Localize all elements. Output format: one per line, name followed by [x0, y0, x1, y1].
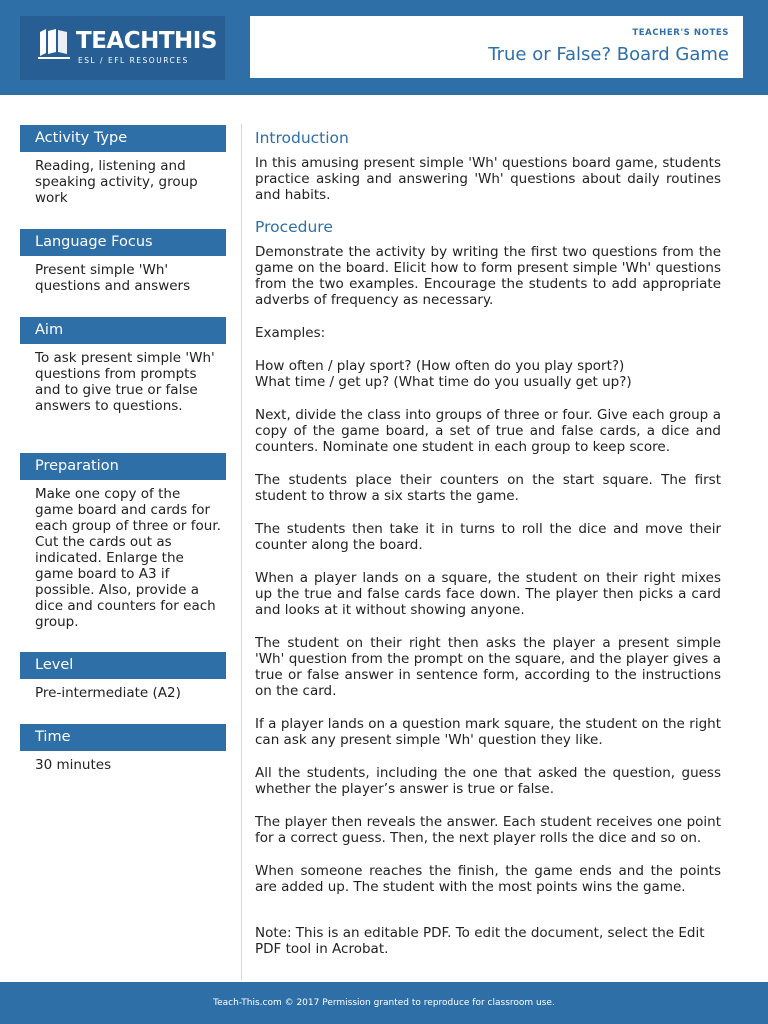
procedure-paragraph: The students then take it in turns to roll the dice and move their counter along the board. — [255, 521, 721, 553]
procedure-paragraph: When a player lands on a square, the student on their right mixes up the true and false cards face down. The player then picks a card and looks at it without showing anyone. — [255, 570, 721, 618]
sidebar-body: Make one copy of the game board and cards for each group of three or four. Cut the cards out as indicated. Enlarge the game board to A3 if possible. Also, provide a dice and counters for each group. — [35, 486, 221, 630]
brand-tagline: ESL / EFL RESOURCES — [78, 56, 189, 65]
title-panel — [250, 16, 743, 78]
sidebar-heading: Aim — [20, 317, 226, 344]
procedure-paragraph: All the students, including the one that asked the question, guess whether the player’s answer is true or false. — [255, 765, 721, 797]
brand-name: TEACHTHIS — [76, 28, 217, 54]
copyright-text: Teach-This.com © 2017 Permission granted to reproduce for classroom use. — [213, 998, 555, 1008]
editable-pdf-note: Note: This is an editable PDF. To edit the document, select the Edit PDF tool in Acrobat. — [255, 925, 705, 957]
column-divider — [241, 124, 242, 980]
page-header — [0, 0, 768, 95]
sidebar-section-activity-type — [20, 125, 226, 206]
sidebar-section-language-focus — [20, 229, 226, 294]
examples-list — [255, 358, 721, 390]
procedure-paragraph: Next, divide the class into groups of three or four. Give each group a copy of the game board, a set of true and false cards, a dice and counters. Nominate one student in each group to keep score. — [255, 407, 721, 455]
sidebar-heading: Time — [20, 724, 226, 751]
sidebar-body: To ask present simple 'Wh' questions from prompts and to give true or false answers to questions. — [35, 350, 215, 414]
page-footer — [0, 982, 768, 1024]
brand-logo[interactable] — [20, 16, 225, 80]
sidebar-body: Pre-intermediate (A2) — [35, 685, 181, 701]
sidebar-heading: Activity Type — [20, 125, 226, 152]
sidebar-section-aim — [20, 317, 226, 414]
introduction-text: In this amusing present simple 'Wh' questions board game, students practice asking and answering 'Wh' questions about daily routines and habits. — [255, 155, 721, 203]
sidebar-body: Reading, listening and speaking activity, group work — [35, 158, 198, 206]
procedure-paragraph: The students place their counters on the start square. The first student to throw a six starts the game. — [255, 472, 721, 504]
main-content — [255, 128, 721, 974]
sidebar-heading: Level — [20, 652, 226, 679]
sidebar-section-time — [20, 724, 226, 773]
example-line: How often / play sport? (How often do you play sport?) — [255, 358, 625, 374]
sidebar-heading: Language Focus — [20, 229, 226, 256]
sidebar-section-level — [20, 652, 226, 701]
procedure-paragraph: When someone reaches the finish, the game ends and the points are added up. The student with the most points wins the game. — [255, 863, 721, 895]
sidebar-section-preparation — [20, 453, 226, 630]
procedure-paragraph: The player then reveals the answer. Each student receives one point for a correct guess. Then, the next player rolls the dice and so on. — [255, 814, 721, 846]
examples-label: Examples: — [255, 325, 326, 341]
procedure-heading: Procedure — [255, 218, 333, 236]
notes-label: TEACHER'S NOTES — [632, 28, 729, 38]
procedure-paragraph: The student on their right then asks the player a present simple 'Wh' question from the prompt on the square, and the player gives a true or false answer in sentence form, according to the instructions on the card. — [255, 635, 721, 699]
introduction-heading: Introduction — [255, 129, 349, 147]
example-line: What time / get up? (What time do you usually get up?) — [255, 374, 632, 390]
sidebar-heading: Preparation — [20, 453, 226, 480]
sidebar-body: Present simple 'Wh' questions and answers — [35, 262, 191, 294]
sidebar-body: 30 minutes — [35, 757, 112, 773]
book-icon — [36, 26, 72, 62]
page-title: True or False? Board Game — [488, 44, 729, 65]
procedure-paragraph: Demonstrate the activity by writing the first two questions from the game on the board. Elicit how to form present simple 'Wh' questions from the two examples. Encourage the students to add appropriate adverbs of frequency as necessary. — [255, 244, 721, 308]
procedure-paragraph: If a player lands on a question mark square, the student on the right can ask any present simple 'Wh' question they like. — [255, 716, 721, 748]
